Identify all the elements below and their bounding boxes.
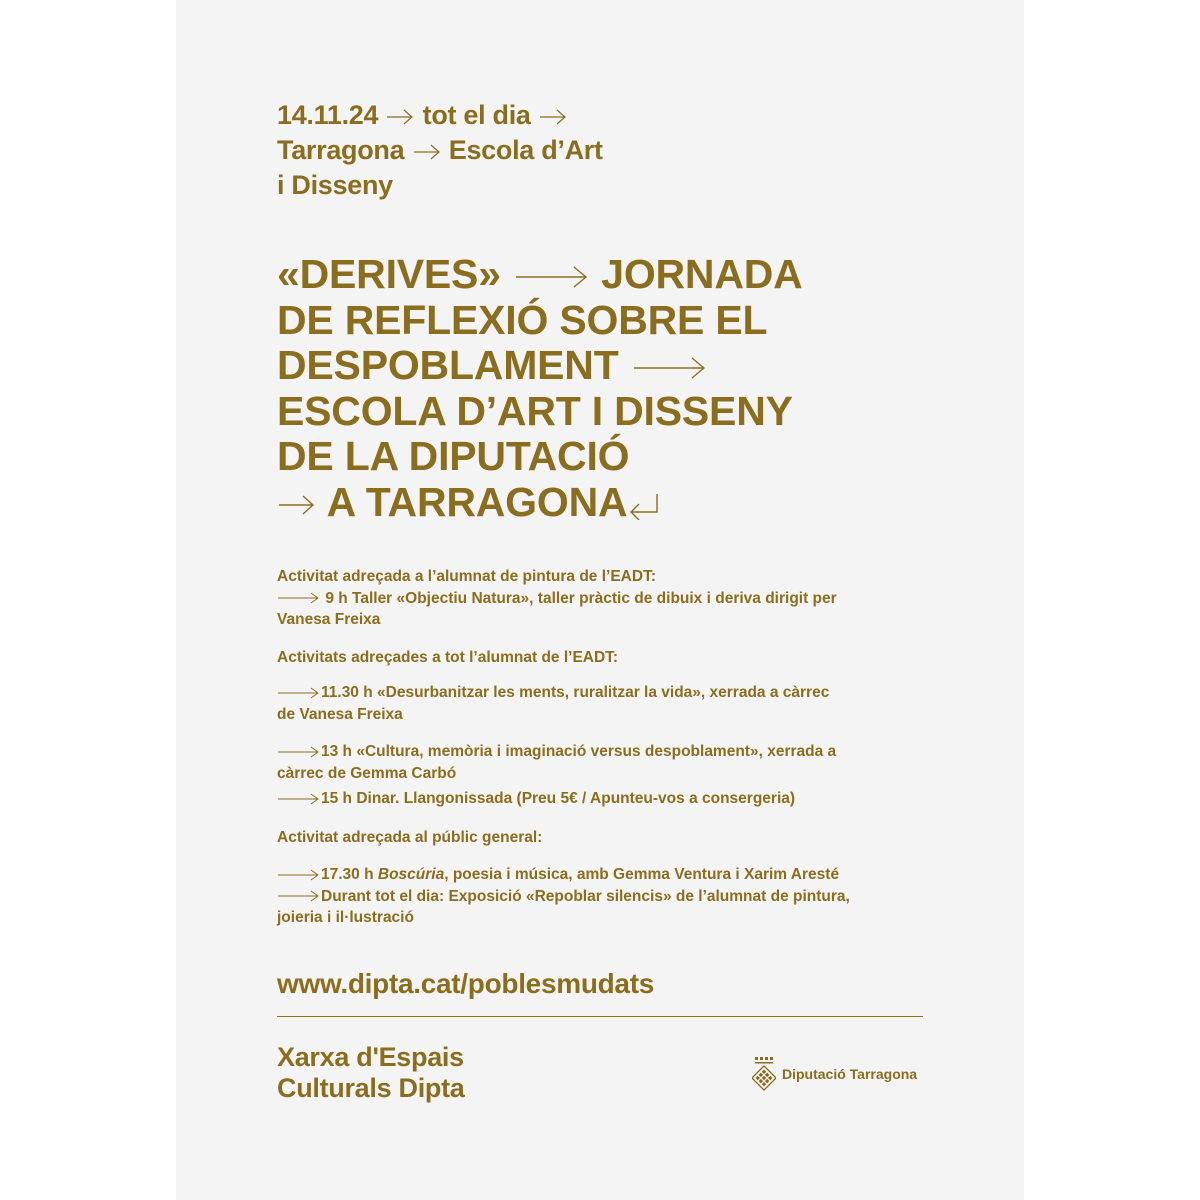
diputacio-logo bbox=[752, 1056, 917, 1092]
thin-arrow-right-icon bbox=[277, 889, 321, 903]
event-venue: Escola d’Art bbox=[448, 135, 603, 165]
activities bbox=[277, 566, 937, 929]
group-heading: Activitat adreçada al públic general: bbox=[277, 828, 543, 846]
event-header bbox=[277, 98, 603, 203]
crest-icon bbox=[752, 1056, 776, 1092]
arrow-right-icon bbox=[412, 142, 442, 162]
event-title bbox=[277, 252, 803, 525]
group-heading: Activitat adreçada a l’alumnat de pintura de l’EADT: bbox=[277, 568, 656, 585]
title-line-2: DE REFLEXIÓ SOBRE EL bbox=[277, 296, 768, 343]
arrow-right-icon bbox=[385, 107, 415, 127]
thin-arrow-right-icon bbox=[277, 591, 321, 605]
divider bbox=[277, 1016, 923, 1017]
title-line-3: DESPOBLAMENT bbox=[277, 342, 619, 388]
title-line-5: DE LA DIPUTACIÓ bbox=[277, 433, 630, 479]
thin-arrow-right-icon bbox=[277, 868, 321, 882]
network-name: Xarxa d'Espais Culturals Dipta bbox=[277, 1042, 465, 1103]
title-line-4: ESCOLA D’ART I DISSENY bbox=[277, 387, 793, 434]
thin-arrow-right-icon bbox=[277, 745, 321, 759]
arrow-right-icon bbox=[277, 490, 317, 520]
arrow-right-icon bbox=[538, 107, 568, 127]
return-arrow-icon bbox=[627, 490, 661, 520]
activity-item: Durant tot el dia: Exposició «Repoblar silencis» de l’alumnat de pintura, joieria i il·lustració bbox=[277, 887, 850, 926]
activity-item: 17.30 h Boscúria, poesia i música, amb Gemma Ventura i Xarim Aresté bbox=[277, 864, 937, 886]
activity-item: 9 h Taller «Objectiu Natura», taller pràctic de dibuix i deriva dirigit per Vanesa Freixa bbox=[277, 589, 837, 628]
poster bbox=[176, 0, 1024, 1200]
long-arrow-right-icon bbox=[512, 262, 590, 292]
group-heading: Activitats adreçades a tot l’alumnat de l’EADT: bbox=[277, 648, 619, 666]
event-city: Tarragona bbox=[277, 135, 405, 165]
activity-item: 11.30 h «Desurbanitzar les ments, ruralitzar la vida», xerrada a càrrec de Vanesa Freixa bbox=[277, 684, 830, 723]
title-line-6: A TARRAGONA bbox=[326, 478, 628, 525]
logo-name: Diputació Tarragona bbox=[782, 1066, 918, 1082]
title-derives: «DERIVES» bbox=[277, 251, 501, 297]
activity-item: 13 h «Cultura, memòria i imaginació versus despoblament», xerrada a càrrec de Gemma Carbó bbox=[277, 743, 837, 782]
website-link[interactable]: www.dipta.cat/poblesmudats bbox=[277, 968, 654, 999]
event-time: tot el dia bbox=[422, 100, 531, 130]
title-jornada: JORNADA bbox=[601, 251, 803, 297]
long-arrow-right-icon bbox=[630, 353, 708, 383]
event-venue-cont: i Disseny bbox=[277, 170, 393, 200]
activity-item: 15 h Dinar. Llangonissada (Preu 5€ / Apunteu-vos a consergeria) bbox=[277, 788, 937, 810]
thin-arrow-right-icon bbox=[277, 792, 321, 806]
event-date: 14.11.24 bbox=[277, 100, 379, 130]
thin-arrow-right-icon bbox=[277, 686, 321, 700]
